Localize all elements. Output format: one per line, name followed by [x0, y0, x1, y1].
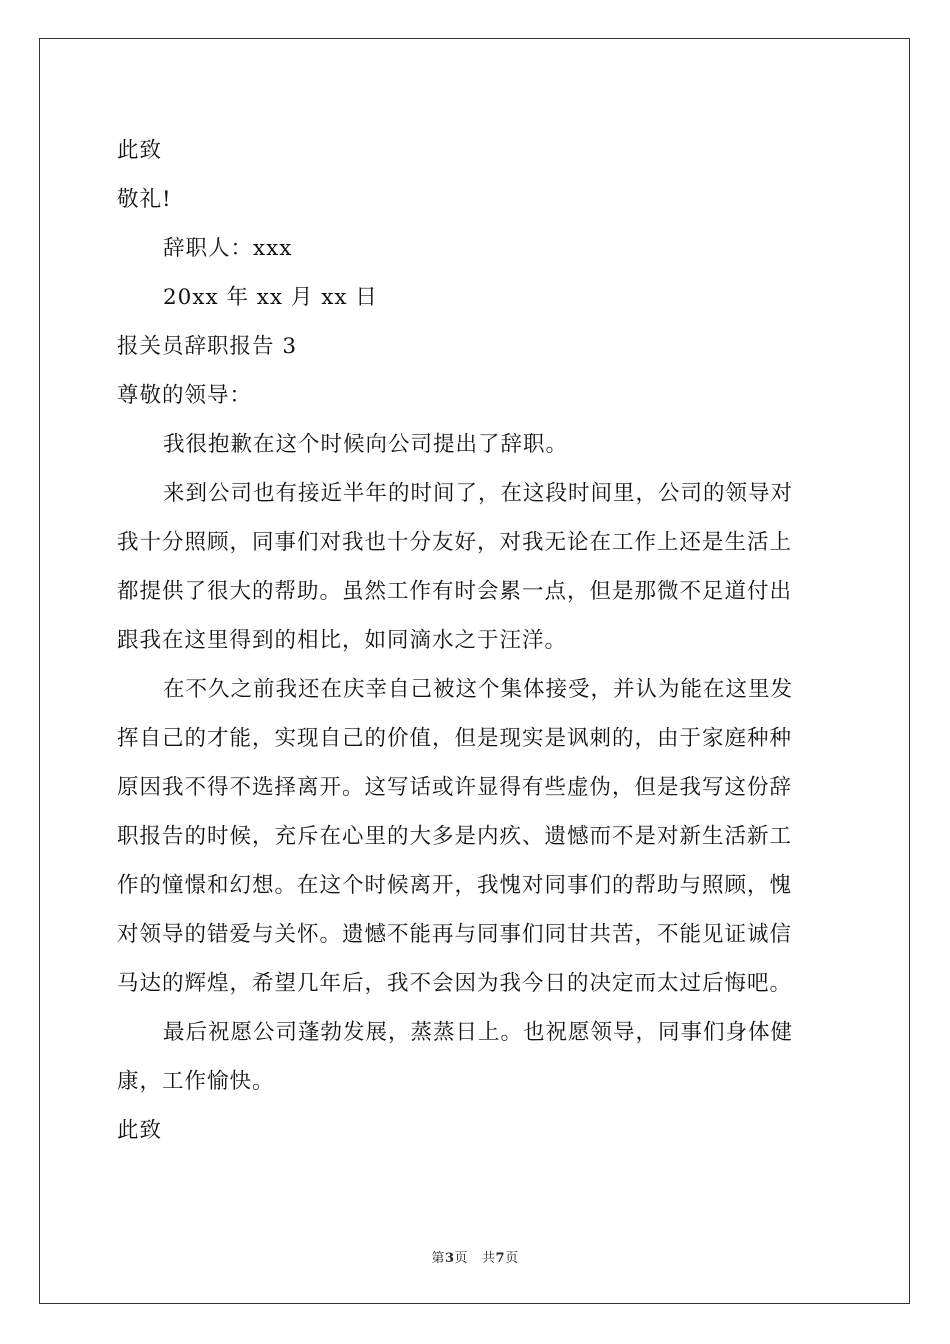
paragraph-line: 原因我不得不选择离开。这写话或许显得有些虚伪，但是我写这份辞 — [117, 775, 793, 800]
paragraph-line: 来到公司也有接近半年的时间了，在这段时间里，公司的领导对 — [163, 481, 794, 506]
greeting-line: 尊敬的领导： — [117, 383, 253, 408]
closing-line-2: 此致 — [117, 1118, 163, 1143]
paragraph-line: 挥自己的才能，实现自己的价值，但是现实是讽刺的，由于家庭种种 — [117, 726, 793, 751]
paragraph-1 — [117, 420, 837, 469]
paragraph-line: 我很抱歉在这个时候向公司提出了辞职。 — [163, 432, 569, 457]
paragraph-4 — [117, 1008, 837, 1106]
paragraph-3 — [117, 665, 837, 1008]
page-footer — [0, 1247, 950, 1266]
date-line: 20xx 年 xx 月 xx 日 — [163, 285, 378, 310]
page-suffix: 页 — [454, 1251, 468, 1266]
report-title: 报关员辞职报告 3 — [117, 334, 298, 359]
paragraph-line: 职报告的时候，充斥在心里的大多是内疚、遗憾而不是对新生活新工 — [117, 824, 793, 849]
paragraph-line: 最后祝愿公司蓬勃发展，蒸蒸日上。也祝愿领导，同事们身体健 — [163, 1020, 794, 1045]
paragraph-line: 都提供了很大的帮助。虽然工作有时会累一点，但是那微不足道付出 — [117, 579, 793, 604]
total-prefix: 共 — [482, 1251, 496, 1266]
closing-line: 此致 — [117, 138, 163, 163]
page-current: 3 — [444, 1251, 455, 1266]
document-body — [117, 126, 837, 1155]
page-prefix: 第 — [431, 1251, 445, 1266]
salute-line: 敬礼! — [117, 187, 172, 212]
paragraph-line: 作的憧憬和幻想。在这个时候离开，我愧对同事们的帮助与照顾，愧 — [117, 873, 793, 898]
paragraph-line: 康，工作愉快。 — [117, 1069, 275, 1094]
page-total: 7 — [495, 1251, 506, 1266]
paragraph-line: 马达的辉煌，希望几年后，我不会因为我今日的决定而太过后悔吧。 — [117, 971, 793, 996]
total-suffix: 页 — [505, 1251, 519, 1266]
paragraph-2 — [117, 469, 837, 665]
paragraph-line: 我十分照顾，同事们对我也十分友好，对我无论在工作上还是生活上 — [117, 530, 793, 555]
paragraph-line: 在不久之前我还在庆幸自己被这个集体接受，并认为能在这里发 — [163, 677, 794, 702]
paragraph-line: 跟我在这里得到的相比，如同滴水之于汪洋。 — [117, 628, 568, 653]
signer-line: 辞职人：xxx — [163, 236, 293, 261]
paragraph-line: 对领导的错爱与关怀。遗憾不能再与同事们同甘共苦，不能见证诚信 — [117, 922, 793, 947]
